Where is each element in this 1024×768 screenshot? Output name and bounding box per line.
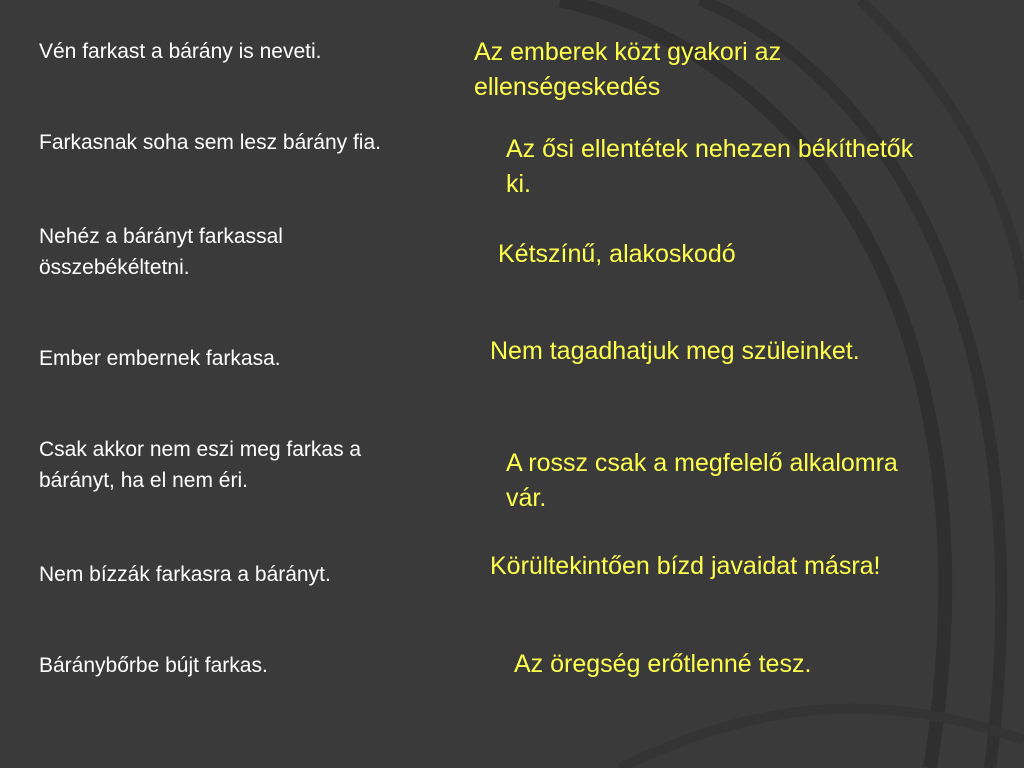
meaning-line: vár. — [506, 484, 547, 512]
meaning-4 — [490, 334, 860, 369]
meaning-5 — [506, 446, 898, 516]
proverb-3 — [39, 221, 283, 283]
meaning-line: Körültekintően bízd javaidat másra! — [490, 552, 881, 580]
meaning-3 — [498, 237, 736, 272]
meaning-2 — [506, 132, 913, 202]
proverb-line: összebékéltetni. — [39, 256, 190, 279]
meaning-line: ki. — [506, 170, 531, 198]
proverb-line: Farkasnak soha sem lesz bárány fia. — [39, 131, 381, 154]
proverb-line: Csak akkor nem eszi meg farkas a — [39, 438, 362, 461]
proverb-line: Nem bízzák farkasra a bárányt. — [39, 563, 331, 586]
meaning-line: Az öregség erőtlenné tesz. — [514, 650, 812, 678]
meaning-line: Nem tagadhatjuk meg szüleinket. — [490, 337, 860, 365]
proverb-7 — [39, 650, 268, 681]
meaning-1 — [474, 35, 781, 105]
proverb-line: Ember embernek farkasa. — [39, 347, 281, 370]
proverb-line: Vén farkast a bárány is neveti. — [39, 40, 322, 63]
proverb-line: Báránybőrbe bújt farkas. — [39, 654, 268, 677]
proverb-4 — [39, 343, 281, 374]
meaning-line: A rossz csak a megfelelő alkalomra — [506, 449, 898, 477]
proverb-line: Nehéz a bárányt farkassal — [39, 225, 283, 248]
proverb-6 — [39, 559, 331, 590]
meaning-6 — [490, 549, 881, 584]
meaning-line: ellenségeskedés — [474, 73, 661, 101]
meaning-line: Kétszínű, alakoskodó — [498, 240, 736, 268]
proverb-line: bárányt, ha el nem éri. — [39, 469, 248, 492]
proverb-5 — [39, 434, 361, 496]
meaning-7 — [514, 647, 811, 682]
proverb-1 — [39, 36, 322, 67]
meaning-line: Az ősi ellentétek nehezen békíthetők — [506, 135, 914, 163]
proverb-2 — [39, 127, 381, 158]
meaning-line: Az emberek közt gyakori az — [474, 38, 782, 66]
